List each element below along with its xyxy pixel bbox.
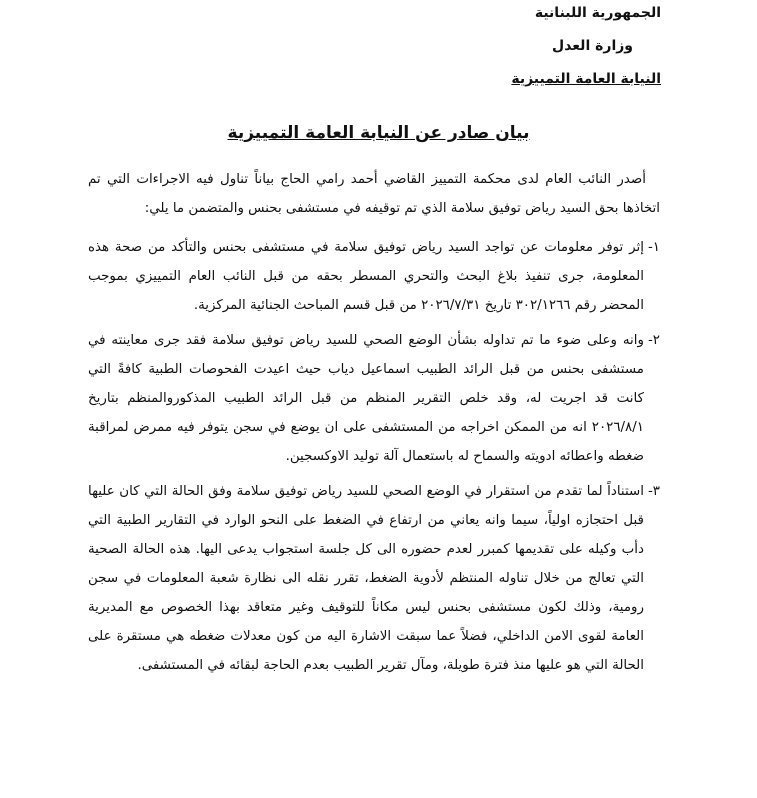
intro-paragraph: أصدر النائب العام لدى محكمة التمييز القاضي أحمد رامي الحاج بياناً تناول فيه الاجراءات التي تم اتخاذها بحق السيد رياض توفيق سلامة الذي تم توقيفه في مستشفى بحنس والمتضمن ما يلي: bbox=[88, 172, 660, 216]
list-item-text: إثر توفر معلومات عن تواجد السيد رياض توفيق سلامة في مستشفى بحنس والتأكد من صحة هذه المعلومة، جرى تنفيذ بلاغ البحث والتحري المسطر بحقه من قبل النائب العام التمييزي بموجب المحضر رقم ٣٠٢/١٢٦٦ تاريخ ٢٠٢٦/٧/٣١ من قبل قسم المباحث الجنائية المركزية. bbox=[88, 240, 644, 313]
letterhead bbox=[421, 0, 661, 96]
list-item bbox=[88, 233, 660, 320]
document-body bbox=[88, 165, 660, 686]
list-item-number: ٣- bbox=[647, 484, 660, 499]
list-item bbox=[88, 326, 660, 471]
letterhead-ministry: وزارة العدل bbox=[552, 38, 633, 54]
list-item bbox=[88, 477, 660, 680]
list-item-text: استناداً لما تقدم من استقرار في الوضع الصحي للسيد رياض توفيق سلامة وفق الحالة التي كان عليها قبل احتجازه اولياً، سيما وانه يعاني من ارتفاع في الضغط على النحو الوارد في التقارير الطبية التي دأب وكيله على تقديمها كمبرر لعدم حضوره الى كل جلسة استجواب يدعى اليها. هذه الحالة الصحية التي تعالج من خلال تناوله المنتظم لأدوية الضغط، تقرر نقله الى نظارة شعبة المعلومات في سجن رومية، وذلك لكون مستشفى بحنس ليس مكاناً للتوقيف وغير متعاقد بهذا الخصوص مع المديرية العامة لقوى الامن الداخلي، فضلاً عما سبقت الاشارة اليه من كون معدلات ضغطه هي مستقرة على الحالة التي هو عليها منذ فترة طويلة، ومآل تقرير الطبيب بعدم الحاجة لبقائه في المستشفى. bbox=[88, 484, 644, 673]
letterhead-republic: الجمهورية اللبنانية bbox=[534, 5, 661, 21]
list-item-number: ١- bbox=[647, 240, 660, 255]
list-item-text: وانه وعلى ضوء ما تم تداوله بشأن الوضع الصحي للسيد رياض توفيق سلامة فقد جرى معاينته في مستشفى بحنس من قبل الرائد الطبيب اسماعيل دياب حيث اعيدت الفحوصات الطبية كافةً التي كانت قد اجريت له، وقد خلص التقرير المنظم من قبل الرائد الطبيب المذكوروالمنظم بتاريخ ٢٠٢٦/٨/١ انه من الممكن اخراجه من المستشفى على ان يوضع في سجن يتوفر فيه ممرض لمراقبة ضغطه واعطائه ادويته والسماح له باستعمال آلة توليد الاوكسجين. bbox=[88, 333, 644, 464]
document-title: بيان صادر عن النيابة العامة التمييزية bbox=[227, 123, 530, 143]
list-item-number: ٢- bbox=[647, 333, 660, 348]
letterhead-prosecution: النيابة العامة التمييزية bbox=[511, 71, 661, 87]
